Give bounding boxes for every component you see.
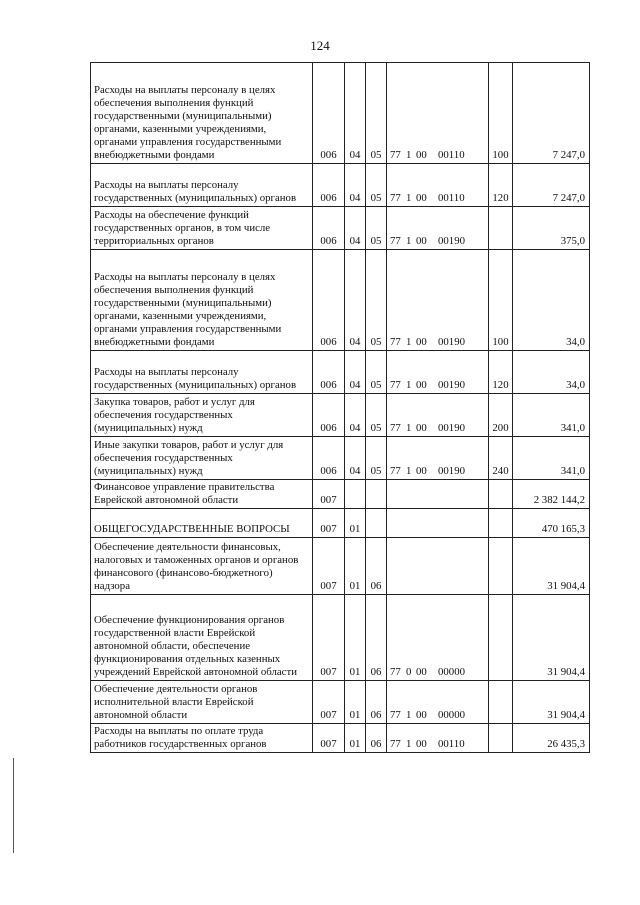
section-code: 01: [345, 595, 366, 681]
target-article-code: [387, 63, 489, 164]
target-code-part: 1: [406, 379, 412, 391]
section-code: 04: [345, 207, 366, 250]
ministry-code: 006: [313, 63, 345, 164]
expense-type-code: [489, 724, 513, 753]
expense-type-code: [489, 207, 513, 250]
target-code-part: 1: [406, 465, 412, 477]
target-code-part: 00: [416, 709, 427, 721]
target-code-part: 00110: [438, 738, 465, 750]
page-number: 124: [310, 38, 330, 53]
target-code-part: 00: [416, 149, 427, 161]
table-body: [91, 63, 590, 753]
target-code-part: 1: [406, 192, 412, 204]
target-code-part: 00190: [438, 465, 465, 477]
target-code-part: 1: [406, 149, 412, 161]
target-code-part: 1: [406, 336, 412, 348]
row-name: Расходы на выплаты персоналу в целях обеспечения выполнения функций государственными (муниципальными) органами, казенными учреждениями, органами управления государственными внебюджетными фондами: [91, 63, 313, 164]
target-code-part: 00110: [438, 192, 465, 204]
table-row: [91, 509, 590, 538]
target-code-part: 77: [390, 422, 401, 434]
target-code-part: 00: [416, 379, 427, 391]
table-row: [91, 164, 590, 207]
expense-type-code: 200: [489, 394, 513, 437]
table-row: [91, 538, 590, 595]
target-code-part: 77: [390, 149, 401, 161]
target-article-code: [387, 250, 489, 351]
target-code-part: 1: [406, 422, 412, 434]
target-code-part: 77: [390, 666, 401, 678]
section-code: 04: [345, 250, 366, 351]
expense-type-code: 100: [489, 250, 513, 351]
target-code-part: 00110: [438, 149, 465, 161]
ministry-code: 007: [313, 681, 345, 724]
ministry-code: 006: [313, 437, 345, 480]
ministry-code: 007: [313, 480, 345, 509]
amount: 375,0: [513, 207, 590, 250]
subsection-code: 05: [366, 394, 387, 437]
section-code: 04: [345, 437, 366, 480]
table-row: [91, 394, 590, 437]
target-article-code: [387, 724, 489, 753]
amount: 31 904,4: [513, 681, 590, 724]
amount: 341,0: [513, 437, 590, 480]
ministry-code: 007: [313, 724, 345, 753]
ministry-code: 006: [313, 164, 345, 207]
section-code: 04: [345, 63, 366, 164]
target-code-part: 77: [390, 465, 401, 477]
subsection-code: 06: [366, 595, 387, 681]
row-name: Закупка товаров, работ и услуг для обеспечения государственных (муниципальных) нужд: [91, 394, 313, 437]
subsection-code: 05: [366, 250, 387, 351]
amount: 31 904,4: [513, 538, 590, 595]
table-row: [91, 480, 590, 509]
amount: 34,0: [513, 351, 590, 394]
target-code-part: 77: [390, 192, 401, 204]
target-code-part: 77: [390, 709, 401, 721]
row-name: Финансовое управление правительства Еврейской автономной области: [91, 480, 313, 509]
subsection-code: 06: [366, 681, 387, 724]
table-row: [91, 724, 590, 753]
expense-type-code: 120: [489, 164, 513, 207]
section-code: 01: [345, 681, 366, 724]
subsection-code: 05: [366, 164, 387, 207]
section-code: 01: [345, 509, 366, 538]
budget-table: [90, 62, 590, 753]
expense-type-code: [489, 509, 513, 538]
row-name: Расходы на выплаты по оплате труда работников государственных органов: [91, 724, 313, 753]
section-code: 04: [345, 351, 366, 394]
expense-type-code: 100: [489, 63, 513, 164]
subsection-code: 05: [366, 351, 387, 394]
subsection-code: 05: [366, 63, 387, 164]
subsection-code: 05: [366, 437, 387, 480]
section-code: [345, 480, 366, 509]
subsection-code: [366, 480, 387, 509]
expense-type-code: 120: [489, 351, 513, 394]
subsection-code: [366, 509, 387, 538]
section-code: 01: [345, 538, 366, 595]
target-article-code: [387, 394, 489, 437]
target-code-part: 00: [416, 422, 427, 434]
target-code-part: 77: [390, 336, 401, 348]
table-row: [91, 351, 590, 394]
amount: 26 435,3: [513, 724, 590, 753]
target-code-part: 00: [416, 738, 427, 750]
row-name: Обеспечение функционирования органов государственной власти Еврейской автономной области, обеспечение функционирования отдельных казенных учреждений Еврейской автономной области: [91, 595, 313, 681]
table-row: [91, 63, 590, 164]
target-code-part: 00: [416, 336, 427, 348]
target-code-part: 77: [390, 235, 401, 247]
expense-type-code: [489, 595, 513, 681]
target-code-part: 00: [416, 192, 427, 204]
row-name: Иные закупки товаров, работ и услуг для обеспечения государственных (муниципальных) нужд: [91, 437, 313, 480]
target-code-part: 1: [406, 738, 412, 750]
amount: 7 247,0: [513, 164, 590, 207]
table-row: [91, 207, 590, 250]
ministry-code: 007: [313, 509, 345, 538]
subsection-code: 06: [366, 538, 387, 595]
amount: 31 904,4: [513, 595, 590, 681]
target-code-part: 00: [416, 465, 427, 477]
table-row: [91, 681, 590, 724]
row-name: Обеспечение деятельности финансовых, налоговых и таможенных органов и органов финансового (финансово-бюджетного) надзора: [91, 538, 313, 595]
amount: 470 165,3: [513, 509, 590, 538]
table-row: [91, 250, 590, 351]
ministry-code: 006: [313, 394, 345, 437]
amount: 34,0: [513, 250, 590, 351]
section-code: 04: [345, 394, 366, 437]
target-code-part: 00190: [438, 235, 465, 247]
target-code-part: 77: [390, 379, 401, 391]
target-code-part: 1: [406, 709, 412, 721]
target-code-part: 00000: [438, 709, 465, 721]
amount: 2 382 144,2: [513, 480, 590, 509]
section-code: 04: [345, 164, 366, 207]
target-code-part: 00000: [438, 666, 465, 678]
section-code: 01: [345, 724, 366, 753]
row-name: Расходы на выплаты персоналу государственных (муниципальных) органов: [91, 164, 313, 207]
target-article-code: [387, 595, 489, 681]
target-code-part: 00: [416, 235, 427, 247]
amount: 341,0: [513, 394, 590, 437]
margin-line: [13, 758, 14, 853]
target-article-code: [387, 538, 489, 595]
ministry-code: 007: [313, 595, 345, 681]
target-code-part: 00190: [438, 379, 465, 391]
amount: 7 247,0: [513, 63, 590, 164]
target-article-code: [387, 351, 489, 394]
target-code-part: 0: [406, 666, 412, 678]
ministry-code: 006: [313, 207, 345, 250]
subsection-code: 06: [366, 724, 387, 753]
table-row: [91, 595, 590, 681]
table-row: [91, 437, 590, 480]
target-code-part: 77: [390, 738, 401, 750]
target-code-part: 1: [406, 235, 412, 247]
row-name: Расходы на обеспечение функций государственных органов, в том числе территориальных органов: [91, 207, 313, 250]
expense-type-code: [489, 538, 513, 595]
target-code-part: 00190: [438, 422, 465, 434]
row-name: Обеспечение деятельности органов исполнительной власти Еврейской автономной области: [91, 681, 313, 724]
target-article-code: [387, 480, 489, 509]
target-code-part: 00: [416, 666, 427, 678]
row-name: Расходы на выплаты персоналу государственных (муниципальных) органов: [91, 351, 313, 394]
target-code-part: 00190: [438, 336, 465, 348]
expense-type-code: 240: [489, 437, 513, 480]
target-article-code: [387, 681, 489, 724]
ministry-code: 006: [313, 250, 345, 351]
expense-type-code: [489, 480, 513, 509]
row-name: Расходы на выплаты персоналу в целях обеспечения выполнения функций государственными (муниципальными) органами, казенными учреждениями, органами управления государственными внебюджетными фондами: [91, 250, 313, 351]
target-article-code: [387, 437, 489, 480]
target-article-code: [387, 509, 489, 538]
target-article-code: [387, 207, 489, 250]
ministry-code: 007: [313, 538, 345, 595]
expense-type-code: [489, 681, 513, 724]
subsection-code: 05: [366, 207, 387, 250]
ministry-code: 006: [313, 351, 345, 394]
row-name: ОБЩЕГОСУДАРСТВЕННЫЕ ВОПРОСЫ: [91, 509, 313, 538]
target-article-code: [387, 164, 489, 207]
